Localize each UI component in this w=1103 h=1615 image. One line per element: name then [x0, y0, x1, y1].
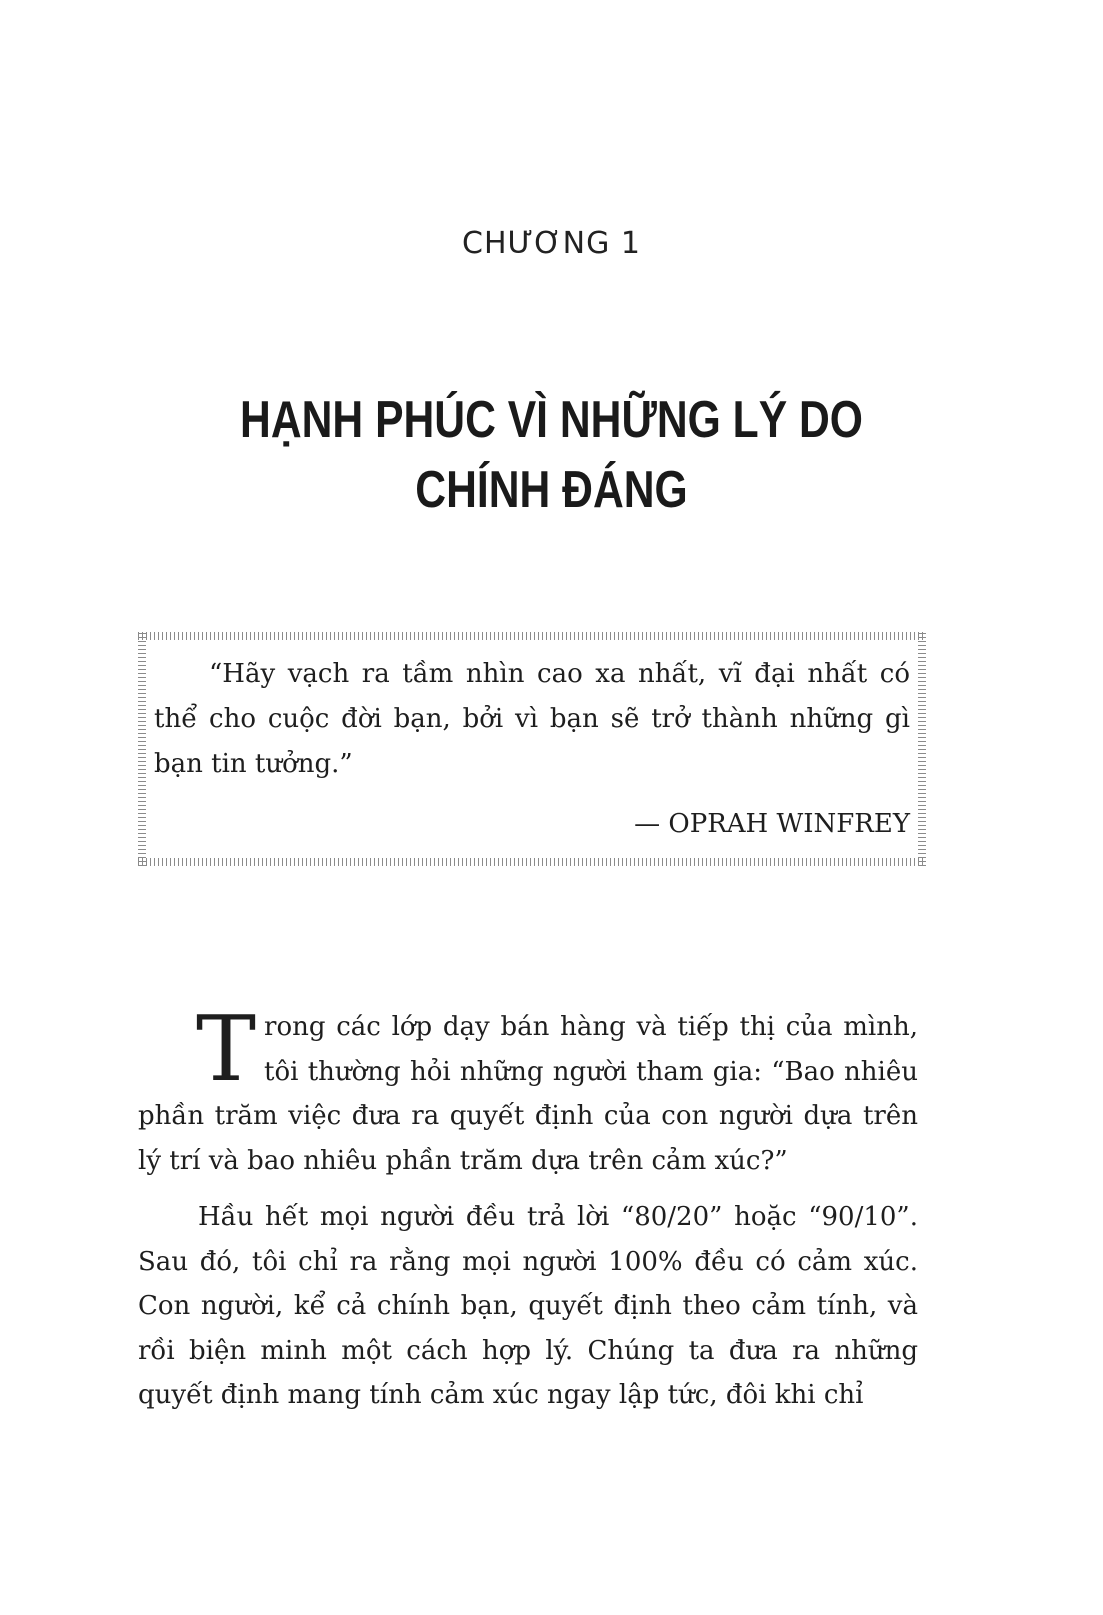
body-text: [138, 997, 918, 1418]
epigraph-quote: “Hãy vạch ra tầm nhìn cao xa nhất, vĩ đại nhất có thể cho cuộc đời bạn, bởi vì bạn sẽ trở thành những gì bạn tin tưởng.”: [154, 659, 910, 779]
paragraph-2: Hầu hết mọi người đều trả lời “80/20” hoặc “90/10”. Sau đó, tôi chỉ ra rằng mọi người 100% đều có cảm xúc. Con người, kể cả chính bạn, quyết định theo cảm tính, và rồi biện minh một cách hợp lý. Chúng ta đưa ra những quyết định mang tính cảm xúc ngay lập tức, đôi khi chỉ: [138, 1202, 918, 1410]
epigraph-box: [138, 632, 926, 866]
paragraph-1: [138, 997, 918, 1183]
chapter-number: CHƯƠNG 1: [462, 226, 641, 261]
chapter-title-line-2: CHÍNH ĐÁNG: [415, 461, 688, 519]
chapter-title: [99, 385, 1003, 525]
chapter-title-line-1: HẠNH PHÚC VÌ NHỮNG LÝ DO: [240, 391, 863, 449]
drop-cap: T: [196, 997, 257, 1102]
epigraph-author: — OPRAH WINFREY: [634, 809, 910, 839]
paragraph-1-text: rong các lớp dạy bán hàng và tiếp thị của mình, tôi thường hỏi những người tham gia: “Bao nhiêu phần trăm việc đưa ra quyết định của con người dựa trên lý trí và bao nhiêu phần trăm dựa trên cảm xúc?”: [138, 1012, 918, 1176]
